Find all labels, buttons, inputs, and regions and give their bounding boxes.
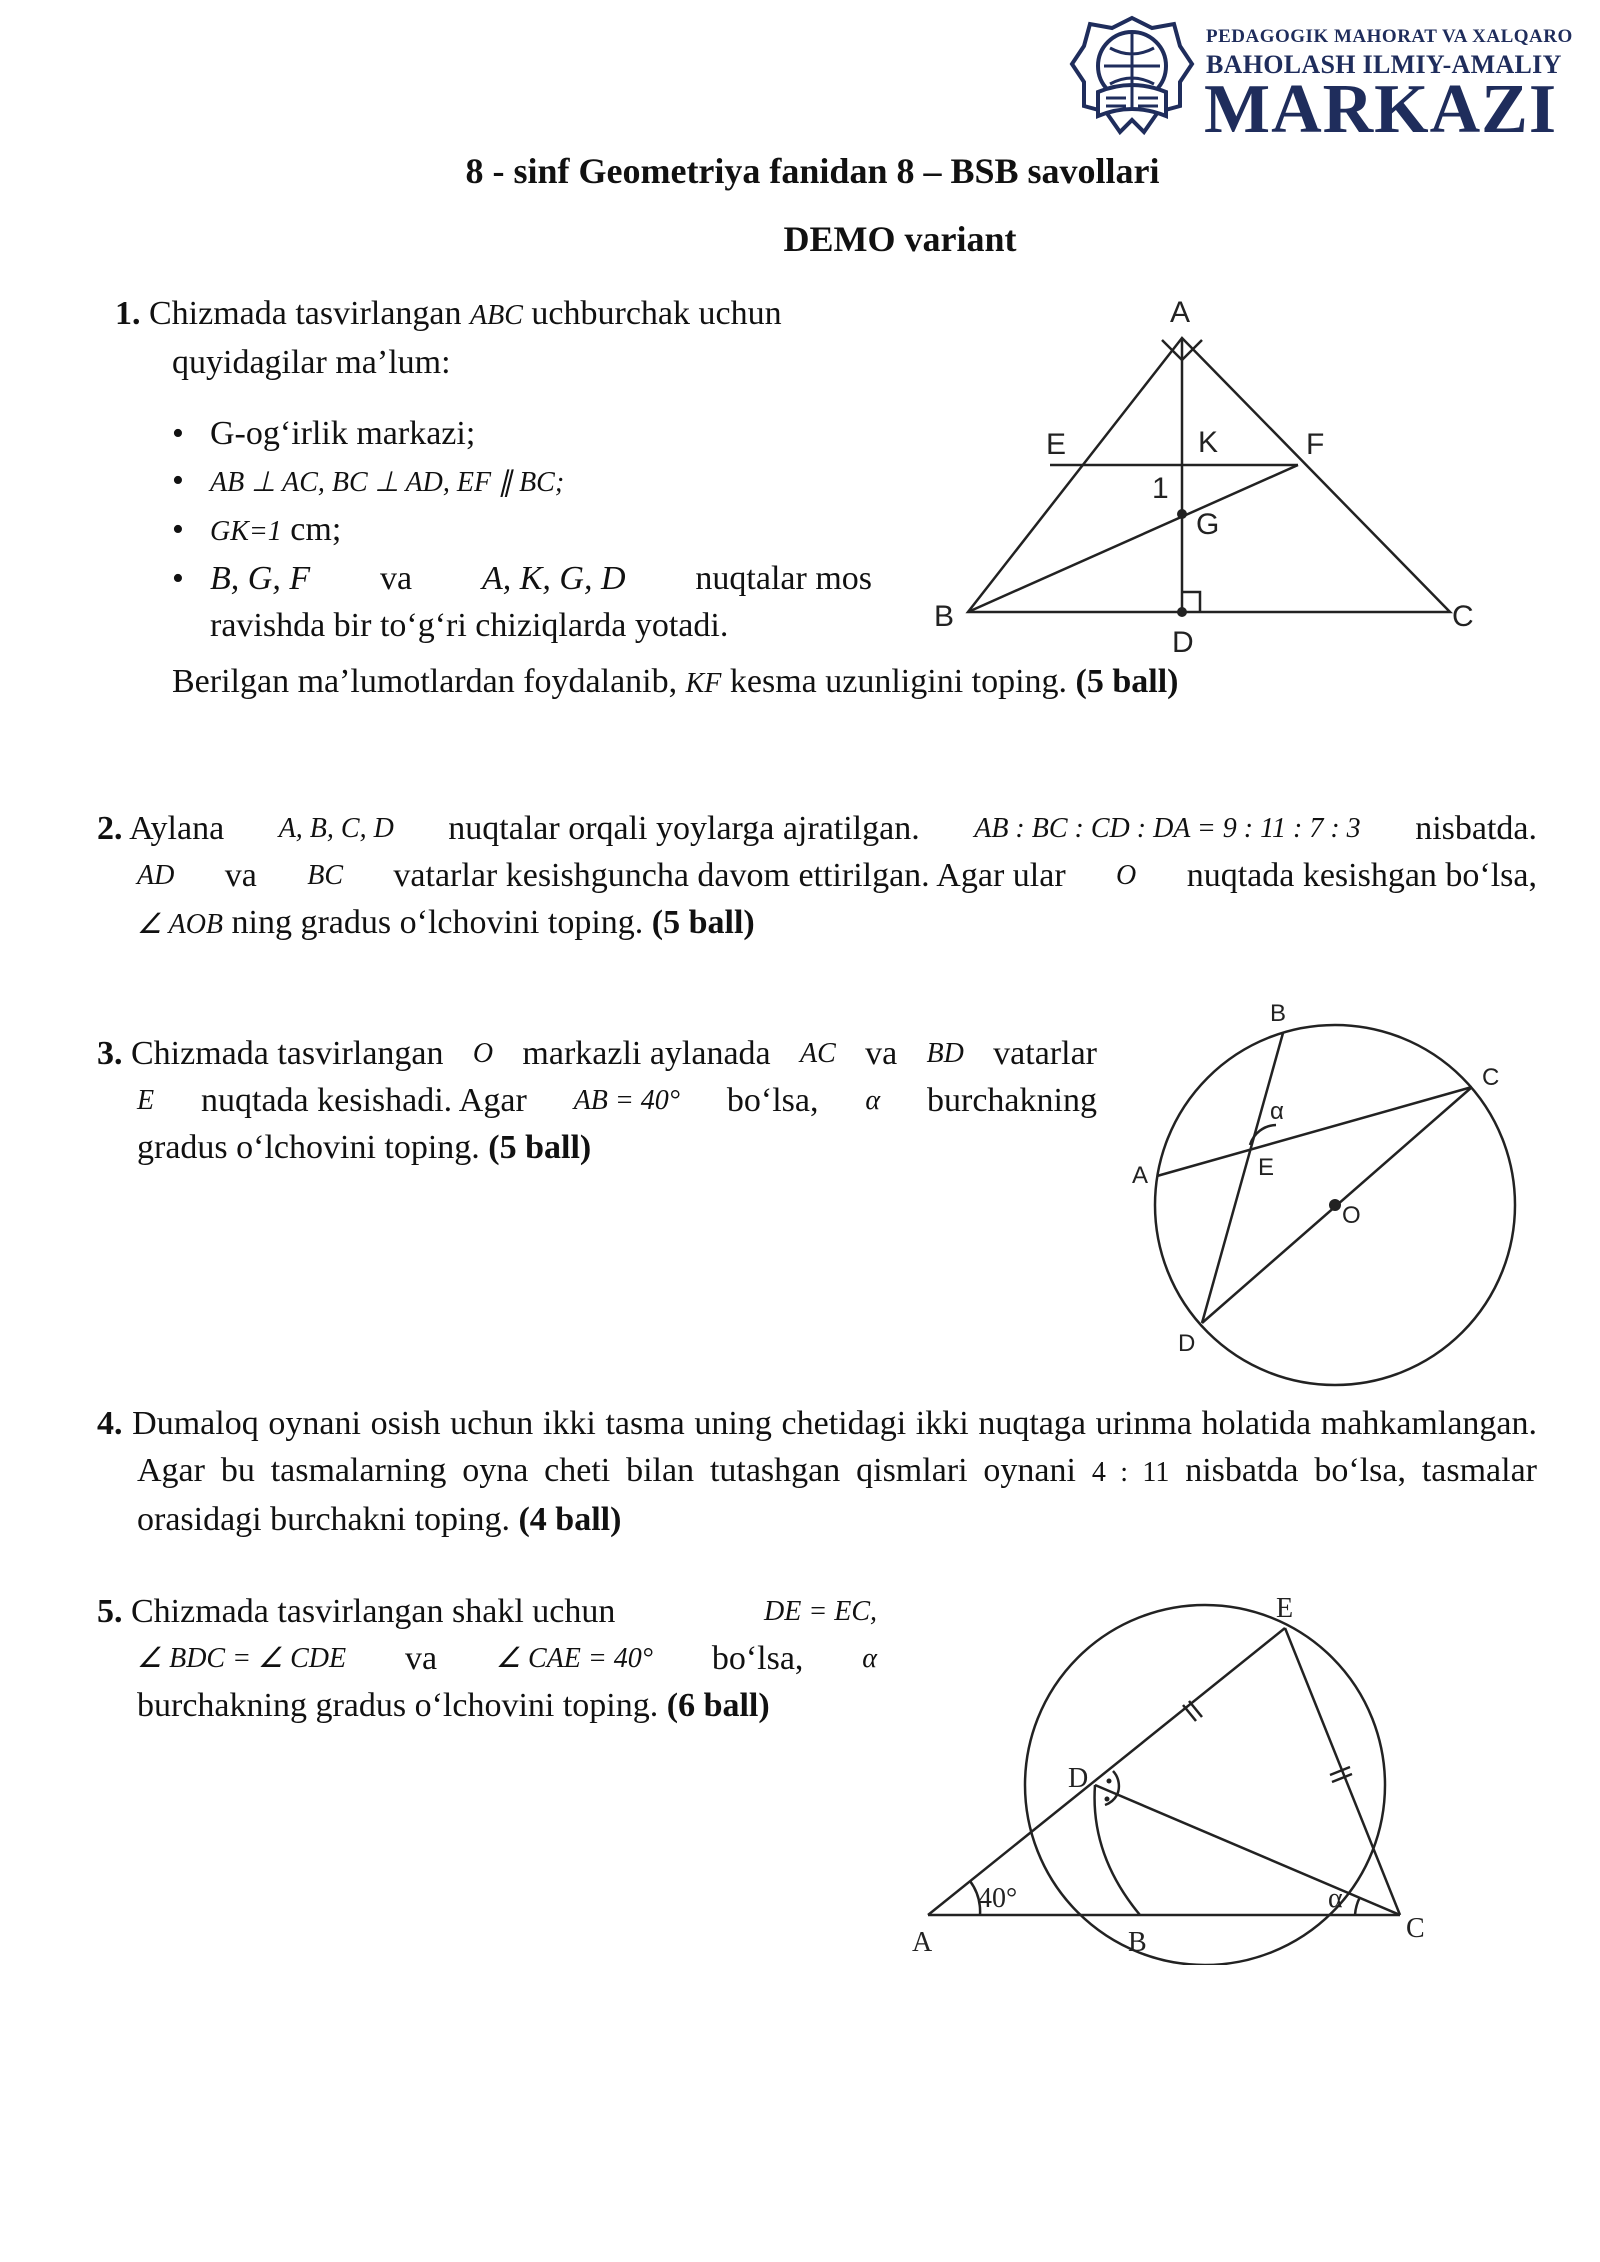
- q2-points-names: A, B, C, D: [278, 813, 394, 844]
- dot-2: [1105, 1797, 1110, 1802]
- q5-points: (6 ball): [666, 1687, 770, 1724]
- q3-b: markazli aylanada: [522, 1035, 771, 1072]
- logo: [1068, 14, 1573, 148]
- label-b: B: [934, 600, 955, 633]
- q3-points: (5 ball): [488, 1129, 592, 1166]
- q1-task-b: kesma uzunligini toping.: [729, 663, 1068, 700]
- q5-m2: ∠ BDC = ∠ CDE: [137, 1643, 347, 1674]
- q3-m3: BD: [926, 1038, 964, 1069]
- label-alpha: α: [1270, 1098, 1284, 1125]
- q1-bullet-4-math: • B, G, F: [210, 560, 311, 597]
- q2-line3-a: ning gradus o‘lchovini toping.: [231, 904, 644, 941]
- q1-bullet-4: [172, 555, 872, 649]
- line-ae: [928, 1628, 1285, 1915]
- segment-ec: [1285, 1628, 1400, 1915]
- q3-f: bo‘lsa,: [726, 1082, 819, 1119]
- q3-e: nuqtada kesishadi. Agar: [201, 1082, 527, 1119]
- segment-dc: [1095, 1785, 1400, 1915]
- page-title: 8 - sinf Geometriya fanidan 8 – BSB savollari: [465, 151, 1160, 191]
- q1-bullet-4-b: ravishda bir to‘g‘ri chiziqlarda yotadi.: [210, 607, 729, 644]
- figure-1-triangle: [920, 290, 1480, 670]
- point-g: [1177, 509, 1187, 519]
- question-number: 2.: [97, 810, 123, 847]
- q4-ratio: 4 : 11: [1091, 1457, 1170, 1488]
- q5-b: va: [404, 1640, 438, 1677]
- label-alpha: α: [1328, 1883, 1343, 1914]
- q2-text-c: nisbatda.: [1415, 810, 1537, 847]
- question-4: [97, 1400, 1537, 1543]
- q5-d: burchakning gradus o‘lchovini toping.: [137, 1687, 659, 1724]
- q1-bullet-4-va: va: [379, 560, 413, 597]
- q1-task-math: KF: [685, 668, 722, 699]
- label-angle-40: 40°: [978, 1883, 1018, 1914]
- q4-points: (4 ball): [518, 1501, 622, 1538]
- label-b: B: [1270, 1000, 1287, 1027]
- label-d: D: [1178, 1330, 1196, 1357]
- angle-alpha-arc: [1355, 1897, 1360, 1915]
- q1-intro-c: quyidagilar ma’lum:: [172, 344, 451, 381]
- label-e: E: [1276, 1593, 1294, 1624]
- label-c: C: [1452, 600, 1474, 633]
- label-k: K: [1198, 426, 1219, 459]
- q2-line2-m1: AD: [137, 860, 175, 891]
- label-o: O: [1342, 1202, 1361, 1229]
- label-a: A: [1132, 1162, 1149, 1189]
- q3-a: Chizmada tasvirlangan: [131, 1035, 444, 1072]
- question-number: 3.: [97, 1035, 123, 1072]
- logo-line-1: PEDAGOGIK MAHORAT VA XALQARO: [1206, 26, 1573, 47]
- arc-db: [1095, 1785, 1140, 1915]
- q5-m1: DE = EC,: [764, 1596, 877, 1627]
- q1-bullet-2-math: AB ⊥ AC, BC ⊥ AD, EF ∥ BC;: [210, 467, 565, 498]
- label-angle-1: 1: [1152, 472, 1169, 505]
- q4-b: nisbatda bo‘lsa, tasmalar orasidagi burchakni toping.: [137, 1452, 1538, 1538]
- center-o: [1329, 1199, 1341, 1211]
- q5-m3: ∠ CAE = 40°: [495, 1643, 653, 1674]
- q2-line2-b: vatarlar kesishguncha davom ettirilgan. Agar ular: [393, 857, 1066, 894]
- label-g: G: [1196, 508, 1220, 541]
- q3-m1: O: [472, 1038, 494, 1069]
- q4-a: Dumaloq oynani osish uchun ikki tasma uning chetidagi ikki nuqtaga urinma holatida mahkamlangan. Agar bu tasmalarning oyna cheti bilan tutashgan qismlari oynani: [132, 1405, 1537, 1489]
- label-b: B: [1128, 1927, 1147, 1958]
- label-f: F: [1306, 428, 1325, 461]
- q1-bullet-3-math: GK=1: [210, 516, 282, 547]
- q2-line2-m3: O: [1116, 860, 1137, 891]
- question-5: [97, 1588, 877, 1729]
- label-a: A: [1170, 296, 1191, 329]
- triangle-abc: [968, 338, 1450, 612]
- q2-text-b: nuqtalar orqali yoylarga ajratilgan.: [448, 810, 920, 847]
- q3-h: gradus o‘lchovini toping.: [137, 1129, 480, 1166]
- question-number: 1.: [115, 295, 141, 332]
- figure-3-circle: [1120, 995, 1570, 1395]
- label-c: C: [1482, 1064, 1500, 1091]
- label-e: E: [1046, 428, 1067, 461]
- question-1: [115, 290, 875, 649]
- question-3: [97, 1030, 1097, 1171]
- q1-intro-a: Chizmada tasvirlangan: [149, 295, 462, 332]
- q1-bullet-3-tail: cm;: [290, 511, 342, 548]
- page-subtitle: DEMO variant: [783, 219, 1017, 259]
- q2-line2-m2: BC: [307, 860, 344, 891]
- tick-ec-2: [1332, 1774, 1352, 1782]
- q5-m4: α: [862, 1643, 877, 1674]
- angle-alpha-arc: [1250, 1125, 1276, 1145]
- q3-m5: AB = 40°: [573, 1085, 680, 1116]
- q1-bullet-3: [172, 506, 872, 555]
- q3-m4: E: [137, 1085, 155, 1116]
- q3-m6: α: [865, 1085, 881, 1116]
- q2-ratio: AB : BC : CD : DA = 9 : 11 : 7 : 3: [974, 813, 1361, 844]
- logo-line-3: MARKAZI: [1204, 71, 1558, 148]
- label-a: A: [912, 1927, 933, 1958]
- label-e: E: [1258, 1154, 1275, 1181]
- point-d: [1177, 607, 1187, 617]
- q3-d: vatarlar: [993, 1035, 1097, 1072]
- q5-a: Chizmada tasvirlangan shakl uchun: [131, 1593, 616, 1630]
- q1-bullet-4-a: nuqtalar mos: [695, 560, 872, 597]
- q3-g: burchakning: [927, 1082, 1097, 1119]
- q1-task-a: Berilgan ma’lumotlardan foydalanib,: [172, 663, 678, 700]
- q1-points: (5 ball): [1075, 663, 1179, 700]
- q2-text-a: Aylana: [129, 810, 225, 847]
- q2-points: (5 ball): [651, 904, 755, 941]
- q1-bullet-2: [172, 457, 872, 506]
- label-d: D: [1172, 626, 1194, 659]
- question-number: 5.: [97, 1593, 123, 1630]
- dot-1: [1107, 1779, 1112, 1784]
- segment-bf: [968, 465, 1298, 612]
- q1-intro-b: uchburchak uchun: [531, 295, 782, 332]
- q1-bullets: [172, 410, 872, 649]
- q1-bullet-4-math2: A, K, G, D: [481, 560, 626, 597]
- q3-m2: AC: [799, 1038, 836, 1069]
- q2-line3-m: ∠ AOB: [137, 909, 224, 940]
- q3-c: va: [865, 1035, 898, 1072]
- emblem-icon: [1068, 14, 1196, 139]
- q1-intro-math: ABC: [470, 300, 523, 331]
- chord-ac: [1157, 1087, 1472, 1176]
- q2-line2-c: nuqtada kesishgan bo‘lsa,: [1186, 857, 1537, 894]
- label-d: D: [1068, 1763, 1089, 1794]
- q5-c: bo‘lsa,: [711, 1640, 804, 1677]
- figure-5-circle: [900, 1585, 1460, 1965]
- q2-line2-a: va: [224, 857, 257, 894]
- logo-line-2: BAHOLASH ILMIY-AMALIY: [1206, 50, 1562, 79]
- question-number: 4.: [97, 1405, 123, 1442]
- q1-bullet-1: • G-og‘irlik markazi;: [172, 410, 872, 457]
- question-2: [97, 805, 1537, 948]
- label-c: C: [1406, 1913, 1425, 1944]
